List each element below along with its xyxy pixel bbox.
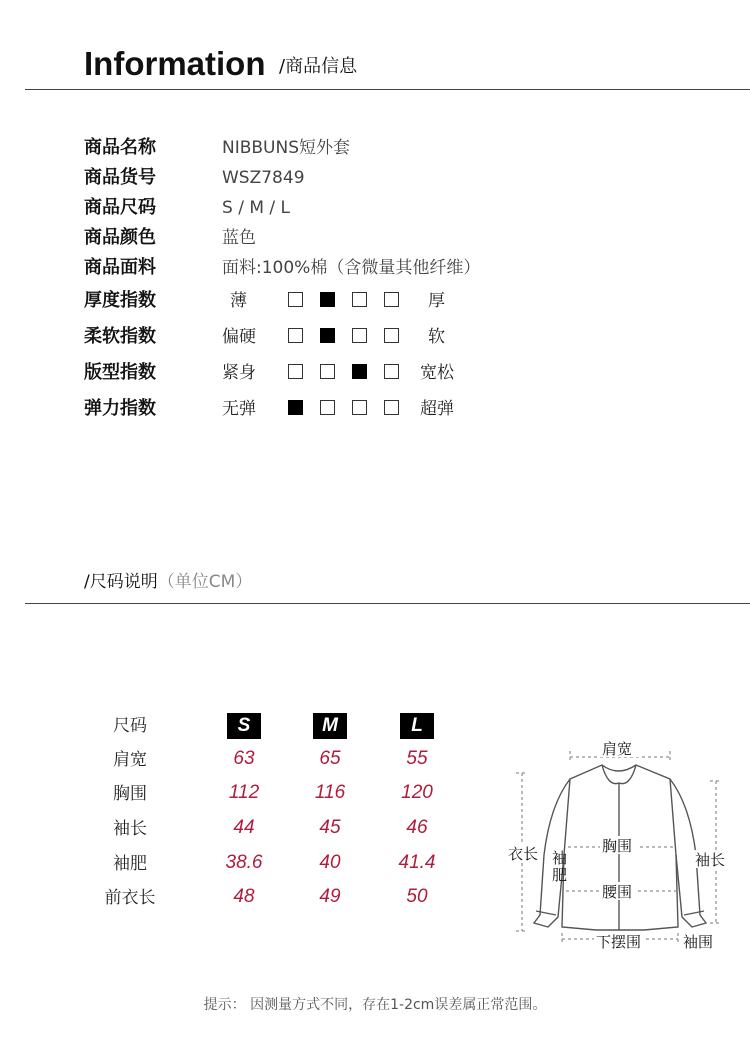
diagram-label-cuff: 袖围 — [683, 933, 714, 951]
scale-box — [384, 292, 399, 307]
cell-shoulder-l: 55 — [406, 748, 428, 769]
scale-box — [352, 328, 367, 343]
scale-low-thickness: 薄 — [230, 291, 247, 311]
scale-box-selected — [352, 364, 367, 379]
scale-box — [384, 364, 399, 379]
cell-chest-l: 120 — [401, 782, 433, 803]
scale-box — [320, 400, 335, 415]
scale-high-softness: 软 — [428, 327, 445, 347]
cell-front-length-m: 49 — [319, 886, 341, 907]
info-label-sku: 商品货号 — [84, 167, 156, 188]
scale-high-elasticity: 超弹 — [420, 399, 454, 419]
size-badge-l: L — [400, 713, 434, 739]
scale-high-thickness: 厚 — [428, 291, 445, 311]
diagram-label-waist: 腰围 — [602, 883, 633, 901]
info-value-sku: WSZ7849 — [222, 168, 305, 188]
info-label-color: 商品颜色 — [84, 227, 156, 248]
row-label-chest: 胸围 — [113, 784, 147, 804]
info-value-fabric: 面料:100%棉（含微量其他纤维） — [222, 258, 481, 278]
scale-boxes-elasticity — [288, 400, 408, 418]
scale-box-selected — [320, 328, 335, 343]
page-title: Information — [84, 45, 266, 82]
info-value-name: NIBBUNS短外套 — [222, 138, 351, 158]
size-corner-label: 尺码 — [113, 716, 147, 736]
size-section-unit: （单位CM） — [157, 572, 253, 592]
scale-boxes-softness — [288, 328, 408, 346]
scale-label-elasticity: 弹力指数 — [84, 398, 156, 419]
cell-shoulder-m: 65 — [319, 748, 341, 769]
info-label-fabric: 商品面料 — [84, 257, 156, 278]
cell-front-length-s: 48 — [233, 886, 255, 907]
scale-box — [352, 400, 367, 415]
diagram-label-hem: 下摆围 — [596, 933, 642, 951]
scale-low-softness: 偏硬 — [222, 327, 256, 347]
scale-box — [320, 364, 335, 379]
cell-sleeve-width-m: 40 — [319, 852, 341, 873]
scale-box — [384, 328, 399, 343]
scale-label-thickness: 厚度指数 — [84, 290, 156, 311]
diagram-label-shoulder: 肩宽 — [602, 740, 633, 758]
scale-box — [288, 328, 303, 343]
scale-low-fit: 紧身 — [222, 363, 256, 383]
diagram-label-sleeve-width-2: 肥 — [552, 866, 568, 884]
cell-front-length-l: 50 — [406, 886, 428, 907]
scale-label-fit: 版型指数 — [84, 362, 156, 383]
cell-sleeve-width-l: 41.4 — [398, 852, 436, 873]
scale-box-selected — [288, 400, 303, 415]
cell-sleeve-width-s: 38.6 — [225, 852, 263, 873]
size-badge-s: S — [227, 713, 261, 739]
scale-box-selected — [320, 292, 335, 307]
row-label-shoulder: 肩宽 — [113, 750, 147, 770]
cell-sleeve-length-l: 46 — [406, 817, 428, 838]
scale-label-softness: 柔软指数 — [84, 326, 156, 347]
scale-box — [352, 292, 367, 307]
info-label-size: 商品尺码 — [84, 197, 156, 218]
diagram-label-length: 衣长 — [508, 845, 539, 863]
cell-chest-m: 116 — [314, 782, 346, 803]
scale-box — [288, 292, 303, 307]
scale-boxes-fit — [288, 364, 408, 382]
row-label-sleeve-length: 袖长 — [113, 819, 147, 839]
scale-boxes-thickness — [288, 292, 408, 310]
row-label-front-length: 前衣长 — [104, 888, 156, 908]
diagram-label-chest: 胸围 — [602, 837, 633, 855]
cell-shoulder-s: 63 — [233, 748, 255, 769]
info-value-color: 蓝色 — [222, 228, 256, 248]
size-divider — [25, 603, 750, 604]
scale-box — [288, 364, 303, 379]
diagram-label-sleeve-length: 袖长 — [695, 851, 726, 869]
diagram-label-sleeve-width-1: 袖 — [552, 849, 568, 867]
cell-sleeve-length-m: 45 — [319, 817, 341, 838]
measurement-note: 提示： 因测量方式不同，存在1-2cm误差属正常范围。 — [203, 997, 547, 1013]
cell-chest-s: 112 — [228, 782, 260, 803]
scale-high-fit: 宽松 — [420, 363, 454, 383]
cell-sleeve-length-s: 44 — [233, 817, 255, 838]
row-label-sleeve-width: 袖肥 — [113, 854, 147, 874]
info-value-size: S / M / L — [222, 198, 290, 218]
size-badge-m: M — [313, 713, 347, 739]
page-subtitle: /商品信息 — [279, 56, 358, 77]
info-label-name: 商品名称 — [84, 137, 156, 158]
size-section-title — [84, 570, 252, 594]
header-divider — [25, 89, 750, 90]
garment-measurement-diagram — [500, 735, 745, 960]
size-section-title-text: /尺码说明 — [84, 572, 158, 592]
scale-box — [384, 400, 399, 415]
scale-low-elasticity: 无弹 — [222, 399, 256, 419]
